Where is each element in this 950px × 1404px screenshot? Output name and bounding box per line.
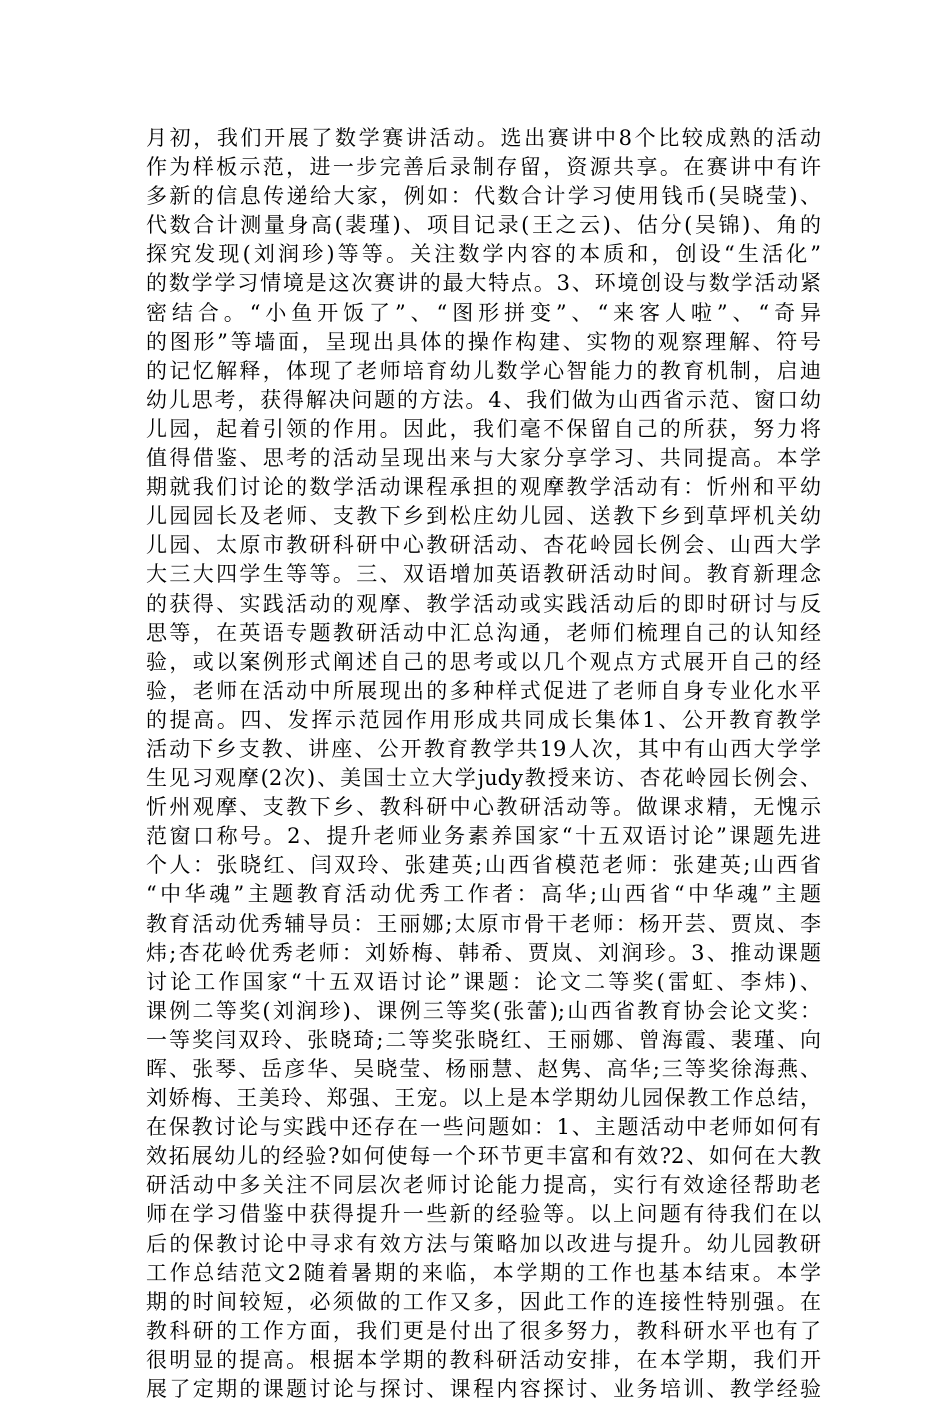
text-line: 儿园，起着引领的作用。因此，我们毫不保留自己的所获，努力将 — [146, 416, 821, 441]
text-line: 讨论工作国家“十五双语讨论”课题：论文二等奖(雷虹、李炜)、 — [146, 969, 821, 994]
text-line: 效拓展幼儿的经验?如何使每一个环节更丰富和有效?2、如何在大教 — [146, 1144, 821, 1169]
text-line: 代数合计测量身高(裴瑾)、项目记录(王之云)、估分(吴锦)、角的 — [146, 213, 821, 238]
text-line: 后的保教讨论中寻求有效方法与策略加以改进与提升。幼儿园教研 — [146, 1231, 821, 1256]
text-line: 在保教讨论与实践中还存在一些问题如：1、主题活动中老师如何有 — [146, 1115, 821, 1140]
text-line: 忻州观摩、支教下乡、教科研中心教研活动等。做课求精，无愧示 — [146, 795, 821, 820]
text-line: 的图形”等墙面，呈现出具体的操作构建、实物的观察理解、符号 — [146, 329, 821, 354]
text-line: 的提高。四、发挥示范园作用形成共同成长集体1、公开教育教学 — [146, 707, 821, 732]
text-line: 很明显的提高。根据本学期的教科研活动安排，在本学期，我们开 — [146, 1347, 821, 1372]
text-line: 探究发现(刘润珍)等等。关注数学内容的本质和，创设“生活化” — [146, 242, 821, 267]
text-line: 研活动中多关注不同层次老师讨论能力提高，实行有效途径帮助老 — [146, 1173, 821, 1198]
text-line: 值得借鉴、思考的活动呈现出来与大家分享学习、共同提高。本学 — [146, 446, 821, 471]
text-line: 一等奖闫双玲、张晓琦;二等奖张晓红、王丽娜、曾海霞、裴瑾、向 — [146, 1027, 821, 1052]
text-line: 密结合。“小鱼开饭了”、“图形拼变”、“来客人啦”、“奇异 — [146, 300, 821, 325]
text-line: 展了定期的课题讨论与探讨、课程内容探讨、业务培训、教学经验 — [146, 1377, 821, 1402]
text-line: 期的时间较短，必须做的工作又多，因此工作的连接性特别强。在 — [146, 1289, 821, 1314]
text-line: 作为样板示范，进一步完善后录制存留，资源共享。在赛讲中有许 — [146, 155, 821, 180]
text-line: “中华魂”主题教育活动优秀工作者：高华;山西省“中华魂”主题 — [146, 882, 821, 907]
text-line: 生见习观摩(2次)、美国士立大学judy教授来访、杏花岭园长例会、 — [146, 766, 821, 791]
text-line: 验，老师在活动中所展现出的多种样式促进了老师自身专业化水平 — [146, 678, 821, 703]
text-line: 晖、张琴、岳彦华、吴晓莹、杨丽慧、赵隽、高华;三等奖徐海燕、 — [146, 1057, 821, 1081]
text-line: 师在学习借鉴中获得提升一些新的经验等。以上问题有待我们在以 — [146, 1202, 821, 1227]
text-line: 教科研的工作方面，我们更是付出了很多努力，教科研水平也有了 — [146, 1318, 821, 1343]
text-line: 教育活动优秀辅导员：王丽娜;太原市骨干老师：杨开芸、贾岚、李 — [146, 911, 821, 936]
body-text — [146, 124, 821, 1404]
text-line: 个人：张晓红、闫双玲、张建英;山西省模范老师：张建英;山西省 — [146, 853, 821, 878]
text-line: 多新的信息传递给大家，例如：代数合计学习使用钱币(吴晓莹)、 — [146, 184, 821, 209]
text-line: 儿园、太原市教研科研中心教研活动、杏花岭园长例会、山西大学 — [146, 533, 821, 558]
text-line: 炜;杏花岭优秀老师：刘娇梅、韩希、贾岚、刘润珍。3、推动课题 — [146, 940, 821, 965]
text-line: 验，或以案例形式阐述自己的思考或以几个观点方式展开自己的经 — [146, 649, 821, 674]
text-line: 思等，在英语专题教研活动中汇总沟通，老师们梳理自己的认知经 — [146, 620, 821, 645]
text-line: 刘娇梅、王美玲、郑强、王宠。以上是本学期幼儿园保教工作总结， — [146, 1086, 821, 1111]
text-line: 幼儿思考，获得解决问题的方法。4、我们做为山西省示范、窗口幼 — [146, 387, 821, 412]
text-line: 月初，我们开展了数学赛讲活动。选出赛讲中8个比较成熟的活动 — [146, 126, 821, 150]
text-line: 的记忆解释，体现了老师培育幼儿数学心智能力的教育机制，启迪 — [146, 358, 821, 383]
text-line: 的数学学习情境是这次赛讲的最大特点。3、环境创设与数学活动紧 — [146, 271, 821, 296]
text-line: 儿园园长及老师、支教下乡到松庄幼儿园、送教下乡到草坪机关幼 — [146, 504, 821, 529]
text-line: 范窗口称号。2、提升老师业务素养国家“十五双语讨论”课题先进 — [146, 824, 821, 849]
text-line: 课例二等奖(刘润珍)、课例三等奖(张蕾);山西省教育协会论文奖： — [146, 998, 821, 1023]
text-line: 活动下乡支教、讲座、公开教育教学共19人次，其中有山西大学学 — [146, 736, 821, 761]
text-line: 的获得、实践活动的观摩、教学活动或实践活动后的即时研讨与反 — [146, 591, 821, 616]
text-line: 大三大四学生等等。三、双语增加英语教研活动时间。教育新理念 — [146, 562, 821, 587]
text-line: 期就我们讨论的数学活动课程承担的观摩教学活动有：忻州和平幼 — [146, 475, 821, 500]
text-line: 工作总结范文2随着暑期的来临，本学期的工作也基本结束。本学 — [146, 1260, 821, 1285]
